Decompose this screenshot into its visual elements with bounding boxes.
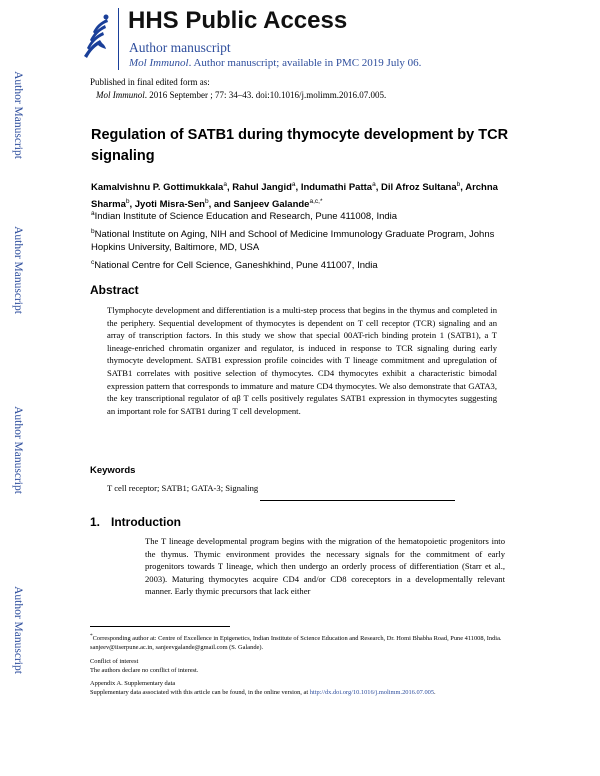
author-name: Sanjeev Galande	[233, 199, 310, 211]
author-affiliation-mark: b	[204, 198, 209, 206]
hhs-eagle-icon	[78, 12, 112, 62]
author-name: Indumathi Patta	[300, 182, 373, 194]
article-title: Regulation of SATB1 during thymocyte development by TCR signaling	[91, 127, 509, 164]
manuscript-label: Author manuscript	[129, 40, 231, 55]
journal-abbrev: Mol Immunol	[129, 57, 189, 69]
section-divider	[260, 500, 455, 501]
keywords-heading: Keywords	[90, 465, 136, 476]
published-citation	[96, 90, 386, 100]
published-journal: Mol Immunol	[96, 90, 145, 100]
coi-text: The authors declare no conflict of interest.	[90, 667, 199, 674]
intro-title: Introduction	[111, 515, 181, 529]
author-separator: ,	[375, 182, 381, 194]
intro-text: The T lineage developmental program begins with the migration of the hematopoietic progenitors into the thymus. Thymic environment provides the necessary signals for the commitment of early progenitors towards T lineage, which then undergo an orderly process of differentiation (Starr et al., 2003). Maturing thymocytes acquire CD4 and/or CD8 coreceptors in a developmentally relevant manner. Early thymic precursors that lack either	[145, 536, 505, 597]
side-label: Author Manuscript	[12, 406, 24, 494]
page-title: HHS Public Access	[128, 7, 348, 34]
author-separator: ,	[226, 182, 233, 194]
author-name: Kamalvishnu P. Gottimukkala	[91, 182, 224, 194]
citation-text: . 2016 September ; 77: 34–43. doi:10.1016/j.molimm.2016.07.005.	[144, 90, 387, 100]
doi-link[interactable]: http://dx.doi.org/10.1016/j.molimm.2016.07.005	[309, 689, 435, 696]
appendix-label: Appendix A. Supplementary data	[90, 680, 176, 687]
affiliation: $^a$Indian Institute of Science Education and Research, Pune 411008, India	[91, 210, 398, 223]
author-affiliation-mark: b	[125, 198, 130, 206]
author-affiliation-mark: b	[456, 181, 461, 188]
affiliation: $^c$National Centre for Cell Science, Ganeshkhind, Pune 411007, India	[91, 259, 378, 272]
author-affiliation-mark: a	[291, 181, 296, 188]
author-separator: ,	[295, 182, 301, 194]
side-label: Author Manuscript	[12, 226, 24, 314]
affiliation: $^b$National Institute on Aging, NIH and School of Medicine Immunology Graduate Program, Johns Hopkins University, Baltimore, MD, USA	[91, 228, 495, 254]
abstract-text: Tlymphocyte development and differentiation is a multi-step process that begins in the thymus and completed in the periphery. Sequential development of thymocytes is dependent on T cell receptor (TCR) signaling and an array of transcription factors. In this study we show that special 00AT-rich binding protein 1 (SATB1), a T lineage-enriched chromatin organizer and regulator, is induced in response to TCR signaling during early thymocyte development. SATB1 expression profile coincides with T lineage commitment and upregulation of SATB1 correlates with positive selection of thymocytes. CD4 thymocytes exhibit a characteristic bimodal expression pattern that corresponds to immature and mature CD4 thymocytes. We also demonstrate that GATA3, the key transcriptional regulator of αβ T cells positively regulates SATB1 expression in thymocytes suggesting an important role for SATB1 during T cell development.	[107, 305, 497, 416]
coi-heading: Conflict of interest	[90, 658, 139, 665]
author-separator: , and	[208, 199, 234, 211]
author-affiliation-mark: a	[372, 181, 376, 188]
author-separator: ,	[460, 182, 466, 194]
author-name: Rahul Jangid	[232, 182, 292, 194]
intro-heading	[90, 515, 181, 529]
author-separator: ,	[129, 199, 135, 211]
header-divider	[118, 8, 119, 70]
side-label: Author Manuscript	[12, 71, 24, 159]
author-name: Jyoti Misra-Sen	[134, 199, 205, 211]
abstract-heading: Abstract	[90, 283, 139, 297]
corresponding-footnote: *Corresponding author at: Centre of Excellence in Epigenetics, Indian Institute of Science Education and Research, Dr. Homi Bhabha Road, Pune 411008, India. sanjeev@iiserpune.ac.in, sanjeevgalande@gmail.com (S. Galande).	[90, 633, 502, 652]
keywords-text: T cell receptor; SATB1; GATA-3; Signaling	[107, 483, 259, 493]
availability-text: . Author manuscript; available in PMC 2019 July 06.	[188, 57, 422, 69]
footnote-divider	[90, 626, 230, 627]
author-name: Archna Sharma	[91, 182, 498, 211]
side-label: Author Manuscript	[12, 586, 24, 674]
published-label: Published in final edited form as:	[90, 77, 210, 87]
intro-number: 1.	[90, 515, 101, 529]
supplementary-note: Supplementary data associated with this article can be found, in the online version, at http://dx.doi.org/10.1016/j.molimm.2016.07.005.	[90, 689, 436, 696]
author-affiliation-mark: a,c,*	[309, 198, 323, 206]
author-name: Dil Afroz Sultana	[380, 182, 457, 194]
author-affiliation-mark: a	[223, 181, 227, 188]
availability-line	[129, 57, 421, 69]
